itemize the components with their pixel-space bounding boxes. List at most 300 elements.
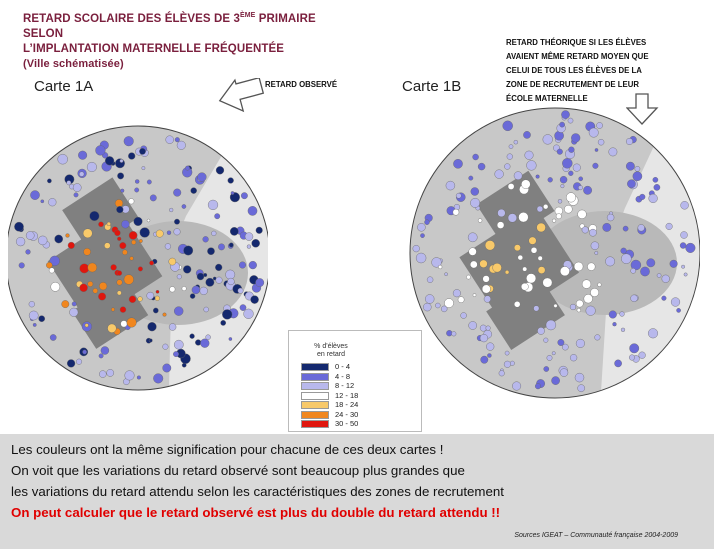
legend-swatch <box>301 401 329 409</box>
school-marker <box>165 244 171 250</box>
school-marker <box>129 199 135 205</box>
school-marker <box>591 242 599 250</box>
school-marker <box>177 141 186 150</box>
school-marker <box>70 308 79 317</box>
school-marker <box>58 154 68 164</box>
school-marker <box>117 280 123 286</box>
school-marker <box>438 265 442 269</box>
school-marker <box>677 308 681 312</box>
school-marker <box>153 374 163 384</box>
school-marker <box>556 214 561 219</box>
legend-label: 0 - 4 <box>335 362 351 371</box>
school-marker <box>579 177 583 181</box>
school-marker <box>173 189 181 197</box>
school-marker <box>621 328 625 332</box>
school-marker <box>88 281 93 286</box>
school-marker <box>480 334 488 342</box>
school-marker <box>531 247 537 253</box>
school-marker <box>653 177 658 182</box>
school-marker <box>121 321 128 328</box>
school-marker <box>568 171 573 176</box>
legend-label: 12 - 18 <box>335 390 359 400</box>
school-marker <box>544 338 549 343</box>
school-marker <box>615 360 622 367</box>
school-marker <box>48 198 56 206</box>
school-marker <box>51 282 60 291</box>
school-marker <box>197 273 204 280</box>
school-marker <box>498 209 506 217</box>
school-marker <box>155 296 160 301</box>
school-marker <box>116 206 123 213</box>
school-marker <box>576 300 583 307</box>
school-marker <box>508 214 517 223</box>
school-marker <box>99 282 107 290</box>
school-marker <box>163 364 171 372</box>
school-marker <box>514 140 518 144</box>
map-legend <box>288 330 422 432</box>
school-marker <box>221 320 226 325</box>
school-marker <box>554 304 558 308</box>
school-marker <box>471 188 479 196</box>
school-marker <box>147 292 154 299</box>
school-marker <box>536 175 540 179</box>
school-marker <box>16 237 25 246</box>
legend-swatch <box>301 411 329 419</box>
conclusion-line-1: Les couleurs ont la même signification pour chacune de ces deux cartes ! <box>11 442 444 457</box>
school-marker <box>446 330 452 336</box>
school-marker <box>560 176 567 183</box>
school-marker <box>629 355 635 361</box>
school-marker <box>671 298 680 307</box>
school-marker <box>174 307 183 316</box>
legend-label: 18 - 24 <box>335 400 359 409</box>
school-marker <box>135 188 139 192</box>
school-marker <box>107 222 111 226</box>
school-marker <box>538 267 545 274</box>
school-marker <box>504 164 510 170</box>
school-marker <box>29 311 38 320</box>
school-marker <box>486 343 494 351</box>
school-marker <box>558 339 564 345</box>
school-marker <box>484 296 491 303</box>
school-marker <box>206 335 211 340</box>
school-marker <box>114 230 120 236</box>
school-marker <box>452 332 457 337</box>
school-marker <box>627 180 635 188</box>
school-marker <box>115 199 123 207</box>
school-marker <box>481 356 488 363</box>
school-marker <box>203 236 209 242</box>
school-marker <box>575 373 584 382</box>
legend-item <box>301 373 411 381</box>
school-marker <box>537 327 544 334</box>
school-marker <box>169 258 176 265</box>
school-marker <box>493 263 502 272</box>
school-marker <box>453 289 461 297</box>
school-marker <box>593 163 599 169</box>
school-marker <box>98 293 106 301</box>
legend-item <box>301 382 411 390</box>
school-marker <box>215 264 222 271</box>
school-marker <box>135 180 139 184</box>
school-marker <box>149 339 152 342</box>
school-marker <box>139 239 142 242</box>
school-marker <box>76 359 82 365</box>
school-marker <box>420 234 424 238</box>
school-marker <box>104 243 110 249</box>
school-marker <box>142 166 145 169</box>
school-marker <box>73 184 81 192</box>
school-marker <box>252 239 260 247</box>
source-note: Sources IGEAT – Communauté française 2004-2009 <box>514 532 678 539</box>
school-marker <box>416 253 426 263</box>
school-marker <box>166 136 174 144</box>
school-marker <box>111 308 115 312</box>
school-marker <box>529 237 537 245</box>
school-marker <box>117 237 121 241</box>
school-marker <box>230 227 238 235</box>
school-marker <box>469 176 473 180</box>
legend-swatch <box>301 373 329 381</box>
school-marker <box>99 354 103 358</box>
school-marker <box>248 206 257 215</box>
school-marker <box>595 251 598 254</box>
school-marker <box>681 201 689 209</box>
school-marker <box>208 200 218 210</box>
school-marker <box>190 334 195 339</box>
school-marker <box>117 173 123 179</box>
map-1a <box>8 98 268 428</box>
school-marker <box>468 233 477 242</box>
school-marker <box>680 243 686 249</box>
school-marker <box>584 294 593 303</box>
school-marker <box>216 166 224 174</box>
school-marker <box>124 136 134 146</box>
school-marker <box>640 194 646 200</box>
school-marker <box>244 309 254 319</box>
school-marker <box>218 244 224 250</box>
school-marker <box>648 329 658 339</box>
legend-title: % d'élèves en retard <box>314 343 348 358</box>
school-marker <box>469 248 477 256</box>
school-marker <box>483 276 490 283</box>
school-marker <box>138 297 143 302</box>
map-1b <box>400 98 700 408</box>
school-marker <box>638 224 645 231</box>
school-marker <box>662 275 670 283</box>
school-marker <box>626 138 633 145</box>
school-marker <box>586 306 596 316</box>
school-marker <box>662 296 667 301</box>
school-marker <box>139 148 145 154</box>
school-marker <box>582 227 589 234</box>
school-marker <box>215 214 220 219</box>
school-marker <box>626 162 634 170</box>
school-marker <box>19 263 25 269</box>
school-marker <box>518 255 523 260</box>
school-marker <box>681 265 684 268</box>
school-marker <box>72 302 76 306</box>
school-marker <box>149 261 153 265</box>
school-marker <box>147 219 150 222</box>
school-marker <box>441 306 447 312</box>
school-marker <box>639 352 646 359</box>
school-marker <box>544 366 549 371</box>
school-marker <box>38 236 47 245</box>
school-marker <box>211 231 216 236</box>
school-marker <box>666 223 673 230</box>
school-marker <box>635 166 640 171</box>
school-marker <box>620 312 625 317</box>
school-marker <box>33 323 36 326</box>
school-marker <box>505 270 509 274</box>
school-marker <box>445 273 448 276</box>
school-marker <box>595 335 601 341</box>
school-marker <box>589 229 596 236</box>
school-marker <box>138 267 143 272</box>
school-marker <box>570 354 577 361</box>
legend-label: 8 - 12 <box>335 381 355 390</box>
school-marker <box>633 172 642 181</box>
school-marker <box>55 235 63 243</box>
school-marker <box>509 145 513 149</box>
school-marker <box>552 219 556 223</box>
school-marker <box>560 369 568 377</box>
school-marker <box>99 371 106 378</box>
school-marker <box>569 147 575 153</box>
school-marker <box>684 273 687 276</box>
school-marker <box>191 188 197 194</box>
school-marker <box>598 139 604 145</box>
school-marker <box>521 180 530 189</box>
school-marker <box>497 222 504 229</box>
school-marker <box>68 242 75 249</box>
school-marker <box>598 283 602 287</box>
school-marker <box>206 278 214 286</box>
school-marker <box>198 173 207 182</box>
school-marker <box>649 194 658 203</box>
school-marker <box>90 211 100 221</box>
school-marker <box>514 245 520 251</box>
school-marker <box>631 295 638 302</box>
school-marker <box>200 339 209 348</box>
school-marker <box>174 340 183 349</box>
legend-item <box>301 363 411 371</box>
school-marker <box>222 310 232 320</box>
school-marker <box>150 195 156 201</box>
school-marker <box>425 220 430 225</box>
school-marker <box>473 154 479 160</box>
school-marker <box>453 159 462 168</box>
school-marker <box>469 321 477 329</box>
school-marker <box>557 149 563 155</box>
school-marker <box>182 363 186 367</box>
school-marker <box>182 204 186 208</box>
legend-item <box>301 392 411 400</box>
school-marker <box>485 240 495 250</box>
school-marker <box>200 287 208 295</box>
school-marker <box>527 161 537 171</box>
school-marker <box>605 257 614 266</box>
school-marker <box>182 286 186 290</box>
school-marker <box>417 223 425 231</box>
school-marker <box>547 355 552 360</box>
school-marker <box>597 122 603 128</box>
school-marker <box>122 250 127 255</box>
school-marker <box>470 198 479 207</box>
school-marker <box>41 200 44 203</box>
conclusion-banner <box>0 434 714 549</box>
school-marker <box>78 151 87 160</box>
school-marker <box>239 262 246 269</box>
school-marker <box>256 227 263 234</box>
school-marker <box>127 318 137 328</box>
school-marker <box>79 172 84 177</box>
school-marker <box>130 257 134 261</box>
school-marker <box>603 223 611 231</box>
map-title: RETARD SCOLAIRE DES ÉLÈVES DE 3ÈME PRIMAIRE SELON L’IMPLANTATION MATERNELLE FRÉQUENTÉE (Ville schématisée) <box>23 12 316 70</box>
school-marker <box>577 308 581 312</box>
school-marker <box>589 128 598 137</box>
school-marker <box>121 189 125 193</box>
school-marker <box>29 301 35 307</box>
school-marker <box>446 181 455 190</box>
school-marker <box>67 360 75 368</box>
school-marker <box>552 377 560 385</box>
school-marker <box>681 232 688 239</box>
school-marker <box>564 205 572 213</box>
school-marker <box>453 209 459 215</box>
school-marker <box>129 231 137 239</box>
school-marker <box>240 305 246 311</box>
school-marker <box>512 382 521 391</box>
map-1a-label: Carte 1A <box>34 78 94 95</box>
school-marker <box>543 204 548 209</box>
school-marker <box>185 166 189 170</box>
school-marker <box>87 162 97 172</box>
school-marker <box>670 260 678 268</box>
school-marker <box>121 220 129 228</box>
school-marker <box>83 350 87 354</box>
school-marker <box>228 178 234 184</box>
school-marker <box>50 334 56 340</box>
school-marker <box>251 296 259 304</box>
school-marker <box>609 148 617 156</box>
school-marker <box>177 274 182 279</box>
school-marker <box>543 135 553 145</box>
school-marker <box>686 243 696 253</box>
conclusion-line-2: On voit que les variations du retard observé sont beaucoup plus grandes que <box>11 463 465 478</box>
school-marker <box>66 234 70 238</box>
school-marker <box>226 270 235 279</box>
school-marker <box>560 267 569 276</box>
school-marker <box>573 164 581 172</box>
school-marker <box>566 193 576 203</box>
school-marker <box>473 294 476 297</box>
school-marker <box>169 324 176 331</box>
school-marker <box>413 245 420 252</box>
school-marker <box>128 153 135 160</box>
school-marker <box>487 354 491 358</box>
school-marker <box>107 369 114 376</box>
school-marker <box>478 163 485 170</box>
school-marker <box>96 146 106 156</box>
school-marker <box>108 324 117 333</box>
theoretical-delay-note: RETARD THÉORIQUE SI LES ÉLÈVES AVAIENT MÊME RETARD MOYEN QUE CELUI DE TOUS LES ÉLÈVES DE LA ZONE DE RECRUTEMENT DE LEUR ÉCOLE MATERNELLE <box>506 38 649 103</box>
school-marker <box>231 191 234 194</box>
school-marker <box>495 170 504 179</box>
school-marker <box>583 186 591 194</box>
school-marker <box>120 307 126 313</box>
school-marker <box>640 267 649 276</box>
school-marker <box>423 303 431 311</box>
school-marker <box>425 295 434 304</box>
school-marker <box>131 240 136 245</box>
school-marker <box>427 277 433 283</box>
school-marker <box>147 180 151 184</box>
school-marker <box>590 288 598 296</box>
school-marker <box>521 283 528 290</box>
legend-swatch <box>301 420 329 428</box>
school-marker <box>503 121 513 131</box>
school-marker <box>537 206 543 212</box>
school-marker <box>458 297 464 303</box>
school-marker <box>249 261 257 269</box>
school-marker <box>207 248 214 255</box>
school-marker <box>456 193 461 198</box>
school-marker <box>560 122 565 127</box>
school-marker <box>26 250 31 255</box>
school-marker <box>46 262 52 268</box>
school-marker <box>93 288 98 293</box>
school-marker <box>173 351 178 356</box>
school-marker <box>241 193 247 199</box>
school-marker <box>245 233 253 241</box>
school-marker <box>578 210 587 219</box>
school-marker <box>534 306 540 312</box>
school-marker <box>190 294 195 299</box>
school-marker <box>654 184 660 190</box>
conclusion-line-3: les variations du retard attendu selon les caractéristiques des zones de recrutement <box>11 484 504 499</box>
school-marker <box>576 339 585 348</box>
school-marker <box>519 212 529 222</box>
school-marker <box>499 371 505 377</box>
school-marker <box>561 111 569 119</box>
school-marker <box>571 134 580 143</box>
school-marker <box>153 308 158 313</box>
school-marker <box>169 208 173 212</box>
school-marker <box>170 287 176 293</box>
school-marker <box>568 118 573 123</box>
school-marker <box>156 290 159 293</box>
legend-item <box>301 401 411 409</box>
school-marker <box>631 268 636 273</box>
school-marker <box>578 186 582 190</box>
school-marker <box>578 385 585 392</box>
legend-label: 30 - 50 <box>335 419 359 428</box>
school-marker <box>229 243 233 247</box>
school-marker <box>238 288 243 293</box>
school-marker <box>538 256 543 261</box>
school-marker <box>124 275 134 285</box>
school-marker <box>561 184 565 188</box>
school-marker <box>80 284 88 292</box>
school-marker <box>140 228 150 238</box>
observed-delay-note: RETARD OBSERVÉ <box>265 80 338 89</box>
school-marker <box>548 177 553 182</box>
school-marker <box>156 230 163 237</box>
school-marker <box>486 326 491 331</box>
